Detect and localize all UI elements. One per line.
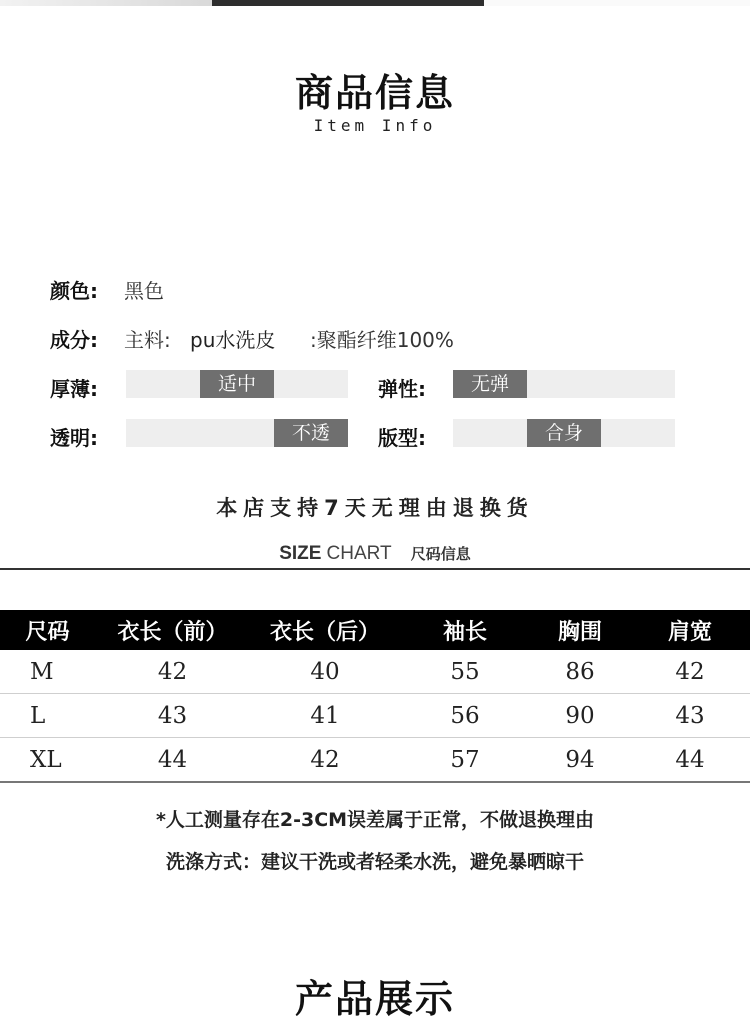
elasticity-label: 弹性: [378,377,426,401]
table-cell: 42 [630,650,750,694]
table-cell: 43 [630,694,750,738]
fit-scale [453,419,675,447]
thickness-label: 厚薄: [50,377,98,401]
header-back-length: 衣长（后） [250,610,400,650]
table-cell: 40 [250,650,400,694]
table-cell: XL [0,738,95,783]
size-chart-title-bold: SIZE [279,543,322,564]
material-name: pu水洗皮 [190,328,276,352]
transparency-value: 不透 [274,419,348,447]
table-cell: 43 [95,694,250,738]
size-table [0,610,750,783]
table-cell: 55 [400,650,530,694]
table-cell: L [0,694,95,738]
fit-value: 合身 [527,419,601,447]
material-main: 主料: [124,328,171,352]
color-value: 黑色 [124,279,164,303]
header-size: 尺码 [0,610,95,650]
table-cell: 42 [95,650,250,694]
thickness-value: 适中 [200,370,274,398]
table-cell: 86 [530,650,630,694]
size-chart-heading [0,543,750,565]
page-title: 商品信息 [294,70,455,115]
return-policy: 本店支持7天无理由退换货 [216,496,534,520]
table-row [0,694,750,738]
table-cell: 94 [530,738,630,783]
table-cell: 57 [400,738,530,783]
size-chart-title-light: CHART [326,543,392,564]
section-title: 产品展示 [294,976,455,1021]
table-row [0,738,750,783]
table-cell: 42 [250,738,400,783]
material-fiber: :聚酯纤维100% [310,328,454,352]
table-cell: M [0,650,95,694]
color-label: 颜色: [50,279,98,303]
page-subtitle: Item Info [313,116,437,135]
thickness-scale [126,370,348,398]
transparency-label: 透明: [50,426,98,450]
washing-note: 洗涤方式：建议干洗或者轻柔水洗，避免暴晒晾干 [165,851,584,873]
table-cell: 56 [400,694,530,738]
elasticity-scale [453,370,675,398]
header-front-length: 衣长（前） [95,610,250,650]
elasticity-value: 无弹 [453,370,527,398]
size-table-header [0,610,750,650]
material-label: 成分: [50,328,98,352]
size-chart-divider [0,568,750,570]
header-sleeve-length: 袖长 [400,610,530,650]
header-chest: 胸围 [530,610,630,650]
fit-label: 版型: [378,426,426,450]
table-cell: 41 [250,694,400,738]
product-photo-strip [0,0,750,6]
table-cell: 44 [630,738,750,783]
size-chart-title-cn: 尺码信息 [410,545,471,563]
measurement-note: *人工测量存在2-3CM误差属于正常，不做退换理由 [155,809,595,831]
table-row [0,650,750,694]
header-shoulder: 肩宽 [630,610,750,650]
table-cell: 90 [530,694,630,738]
table-cell: 44 [95,738,250,783]
transparency-scale [126,419,348,447]
